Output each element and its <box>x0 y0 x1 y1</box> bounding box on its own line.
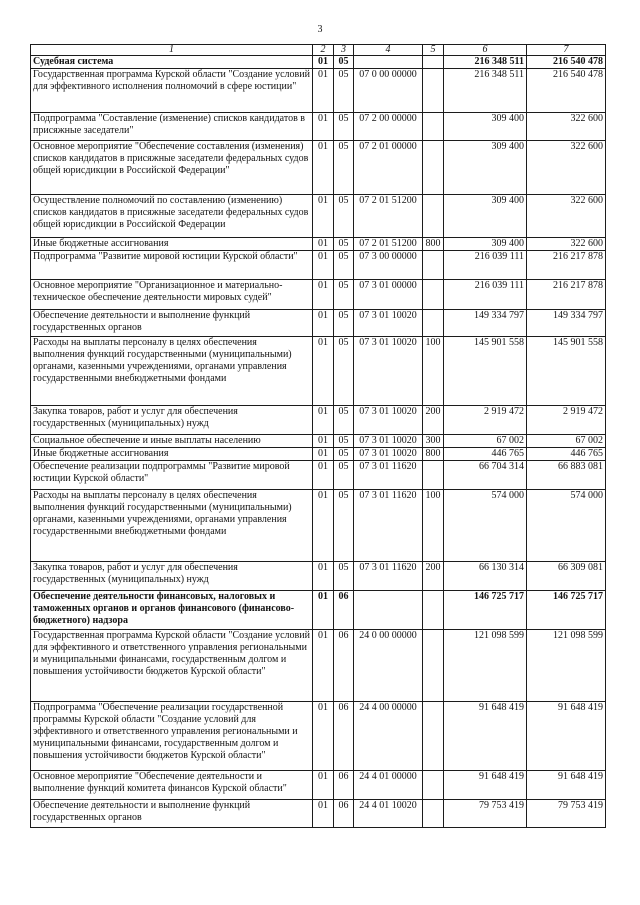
target-code: 07 2 01 51200 <box>354 195 423 238</box>
subsection-code: 05 <box>334 195 354 238</box>
expense-type-code <box>423 69 444 113</box>
amount-col7: 79 753 419 <box>527 800 606 828</box>
subsection-code: 05 <box>334 337 354 406</box>
amount-col7: 66 309 081 <box>527 562 606 591</box>
item-name: Основное мероприятие "Организационное и материально-техническое обеспечение деятельности мировых судей" <box>31 280 313 310</box>
section-code: 01 <box>313 461 334 490</box>
column-number-7: 7 <box>527 45 606 56</box>
amount-col6: 309 400 <box>444 141 527 195</box>
amount-col7: 91 648 419 <box>527 702 606 771</box>
section-code: 01 <box>313 435 334 448</box>
target-code: 24 4 01 10020 <box>354 800 423 828</box>
amount-col7: 67 002 <box>527 435 606 448</box>
target-code: 07 2 01 51200 <box>354 238 423 251</box>
subsection-code: 05 <box>334 251 354 280</box>
item-name: Подпрограмма "Обеспечение реализации государственной программы Курской области "Создание условий для эффективного и ответственного управления региональными и муниципальными финансами, государственным долгом и повышения устойчивости бюджетов Курской области" <box>31 702 313 771</box>
column-number-2: 2 <box>313 45 334 56</box>
amount-col7: 322 600 <box>527 195 606 238</box>
amount-col6: 67 002 <box>444 435 527 448</box>
amount-col7: 322 600 <box>527 238 606 251</box>
target-code: 07 2 01 00000 <box>354 141 423 195</box>
expense-type-code: 100 <box>423 490 444 562</box>
amount-col7: 216 217 878 <box>527 251 606 280</box>
amount-col6: 309 400 <box>444 195 527 238</box>
column-number-3: 3 <box>334 45 354 56</box>
subsection-code: 05 <box>334 280 354 310</box>
subsection-code: 05 <box>334 56 354 69</box>
subsection-code: 05 <box>334 435 354 448</box>
amount-col6: 149 334 797 <box>444 310 527 337</box>
column-number-5: 5 <box>423 45 444 56</box>
section-code: 01 <box>313 195 334 238</box>
subsection-code: 06 <box>334 771 354 800</box>
target-code: 07 3 01 10020 <box>354 435 423 448</box>
section-code: 01 <box>313 310 334 337</box>
expense-type-code <box>423 251 444 280</box>
target-code: 24 4 00 00000 <box>354 702 423 771</box>
amount-col7: 216 217 878 <box>527 280 606 310</box>
expense-type-code: 800 <box>423 238 444 251</box>
table-row <box>31 562 606 591</box>
expense-type-code <box>423 591 444 630</box>
column-number-6: 6 <box>444 45 527 56</box>
subsection-code: 05 <box>334 141 354 195</box>
amount-col7: 216 540 478 <box>527 69 606 113</box>
item-name: Обеспечение деятельности финансовых, налоговых и таможенных органов и органов финансового (финансово-бюджетного) надзора <box>31 591 313 630</box>
target-code: 07 3 01 11620 <box>354 490 423 562</box>
amount-col7: 322 600 <box>527 141 606 195</box>
amount-col6: 216 039 111 <box>444 251 527 280</box>
expense-type-code <box>423 310 444 337</box>
amount-col6: 216 348 511 <box>444 56 527 69</box>
target-code <box>354 591 423 630</box>
table-header <box>31 45 606 56</box>
amount-col6: 79 753 419 <box>444 800 527 828</box>
section-code: 01 <box>313 406 334 435</box>
section-code: 01 <box>313 800 334 828</box>
target-code: 07 3 01 00000 <box>354 280 423 310</box>
target-code: 07 3 01 10020 <box>354 448 423 461</box>
subsection-code: 05 <box>334 448 354 461</box>
expense-type-code <box>423 630 444 702</box>
amount-col7: 145 901 558 <box>527 337 606 406</box>
item-name: Социальное обеспечение и иные выплаты населению <box>31 435 313 448</box>
table-row <box>31 69 606 113</box>
page-number: 3 <box>317 24 323 35</box>
amount-col7: 574 000 <box>527 490 606 562</box>
amount-col6: 121 098 599 <box>444 630 527 702</box>
subsection-code: 05 <box>334 238 354 251</box>
target-code: 07 3 00 00000 <box>354 251 423 280</box>
amount-col7: 91 648 419 <box>527 771 606 800</box>
item-name: Обеспечение деятельности и выполнение функций государственных органов <box>31 800 313 828</box>
subsection-code: 06 <box>334 702 354 771</box>
target-code: 07 3 01 10020 <box>354 406 423 435</box>
amount-col6: 145 901 558 <box>444 337 527 406</box>
amount-col6: 2 919 472 <box>444 406 527 435</box>
subsection-code: 05 <box>334 310 354 337</box>
section-code: 01 <box>313 490 334 562</box>
amount-col7: 446 765 <box>527 448 606 461</box>
amount-col6: 66 130 314 <box>444 562 527 591</box>
subsection-code: 06 <box>334 800 354 828</box>
section-code: 01 <box>313 448 334 461</box>
subsection-code: 06 <box>334 630 354 702</box>
target-code <box>354 56 423 69</box>
section-code: 01 <box>313 69 334 113</box>
target-code: 07 3 01 10020 <box>354 337 423 406</box>
expense-type-code: 800 <box>423 448 444 461</box>
table-row <box>31 702 606 771</box>
expense-type-code <box>423 113 444 141</box>
subsection-code: 05 <box>334 113 354 141</box>
expense-type-code: 200 <box>423 562 444 591</box>
amount-col6: 309 400 <box>444 113 527 141</box>
expense-type-code <box>423 56 444 69</box>
amount-col7: 322 600 <box>527 113 606 141</box>
table-row <box>31 630 606 702</box>
amount-col6: 309 400 <box>444 238 527 251</box>
target-code: 07 2 00 00000 <box>354 113 423 141</box>
expense-type-code: 200 <box>423 406 444 435</box>
amount-col7: 66 883 081 <box>527 461 606 490</box>
table-row <box>31 195 606 238</box>
table-row <box>31 141 606 195</box>
item-name: Подпрограмма "Составление (изменение) списков кандидатов в присяжные заседатели" <box>31 113 313 141</box>
table-row <box>31 113 606 141</box>
target-code: 24 0 00 00000 <box>354 630 423 702</box>
item-name: Основное мероприятие "Обеспечение составления (изменения) списков кандидатов в присяжные заседатели федеральных судов общей юрисдикции в Российской Федерации" <box>31 141 313 195</box>
item-name: Осуществление полномочий по составлению (изменению) списков кандидатов в присяжные заседатели федеральных судов общей юрисдикции в Российской Федерации <box>31 195 313 238</box>
table-row <box>31 461 606 490</box>
section-code: 01 <box>313 562 334 591</box>
table-row <box>31 591 606 630</box>
header-row <box>31 45 606 56</box>
item-name: Подпрограмма "Развитие мировой юстиции Курской области" <box>31 251 313 280</box>
section-code: 01 <box>313 702 334 771</box>
table-body <box>31 56 606 828</box>
column-number-4: 4 <box>354 45 423 56</box>
target-code: 07 0 00 00000 <box>354 69 423 113</box>
section-code: 01 <box>313 771 334 800</box>
subsection-code: 05 <box>334 461 354 490</box>
target-code: 07 3 01 11620 <box>354 461 423 490</box>
subsection-code: 05 <box>334 562 354 591</box>
target-code: 07 3 01 10020 <box>354 310 423 337</box>
expense-type-code <box>423 461 444 490</box>
amount-col6: 146 725 717 <box>444 591 527 630</box>
item-name: Обеспечение деятельности и выполнение функций государственных органов <box>31 310 313 337</box>
amount-col7: 2 919 472 <box>527 406 606 435</box>
table-row <box>31 771 606 800</box>
amount-col6: 91 648 419 <box>444 702 527 771</box>
table-row <box>31 448 606 461</box>
item-name: Расходы на выплаты персоналу в целях обеспечения выполнения функций государственными (муниципальными) органами, казенными учреждениями, органами управления государственными внебюджетными фондами <box>31 337 313 406</box>
table-row <box>31 435 606 448</box>
subsection-code: 05 <box>334 406 354 435</box>
item-name: Основное мероприятие "Обеспечение деятельности и выполнение функций комитета финансов Курской области" <box>31 771 313 800</box>
column-number-1: 1 <box>31 45 313 56</box>
expense-type-code <box>423 702 444 771</box>
table-row <box>31 337 606 406</box>
item-name: Иные бюджетные ассигнования <box>31 448 313 461</box>
table-row <box>31 238 606 251</box>
expense-type-code <box>423 141 444 195</box>
expense-type-code: 300 <box>423 435 444 448</box>
item-name: Закупка товаров, работ и услуг для обеспечения государственных (муниципальных) нужд <box>31 562 313 591</box>
table-row <box>31 280 606 310</box>
expense-type-code <box>423 800 444 828</box>
item-name: Расходы на выплаты персоналу в целях обеспечения выполнения функций государственными (муниципальными) органами, казенными учреждениями, органами управления государственными внебюджетными фондами <box>31 490 313 562</box>
table-row <box>31 251 606 280</box>
amount-col6: 574 000 <box>444 490 527 562</box>
amount-col6: 216 039 111 <box>444 280 527 310</box>
item-name: Закупка товаров, работ и услуг для обеспечения государственных (муниципальных) нужд <box>31 406 313 435</box>
expense-type-code <box>423 771 444 800</box>
section-code: 01 <box>313 630 334 702</box>
table-row <box>31 406 606 435</box>
amount-col7: 216 540 478 <box>527 56 606 69</box>
section-code: 01 <box>313 56 334 69</box>
target-code: 07 3 01 11620 <box>354 562 423 591</box>
subsection-code: 05 <box>334 490 354 562</box>
expense-type-code: 100 <box>423 337 444 406</box>
amount-col6: 216 348 511 <box>444 69 527 113</box>
item-name: Судебная система <box>31 56 313 69</box>
table-row <box>31 56 606 69</box>
section-code: 01 <box>313 280 334 310</box>
item-name: Государственная программа Курской области "Создание условий для эффективного и ответственного управления региональными и муниципальными финансами, государственным долгом и повышения устойчивости бюджетов Курской области" <box>31 630 313 702</box>
item-name: Иные бюджетные ассигнования <box>31 238 313 251</box>
section-code: 01 <box>313 141 334 195</box>
amount-col6: 446 765 <box>444 448 527 461</box>
item-name: Государственная программа Курской области "Создание условий для эффективного исполнения полномочий в сфере юстиции" <box>31 69 313 113</box>
section-code: 01 <box>313 238 334 251</box>
table-row <box>31 800 606 828</box>
amount-col7: 149 334 797 <box>527 310 606 337</box>
section-code: 01 <box>313 337 334 406</box>
subsection-code: 06 <box>334 591 354 630</box>
amount-col6: 91 648 419 <box>444 771 527 800</box>
subsection-code: 05 <box>334 69 354 113</box>
item-name: Обеспечение реализации подпрограммы "Развитие мировой юстиции Курской области" <box>31 461 313 490</box>
section-code: 01 <box>313 113 334 141</box>
budget-table <box>30 44 606 828</box>
target-code: 24 4 01 00000 <box>354 771 423 800</box>
amount-col7: 146 725 717 <box>527 591 606 630</box>
expense-type-code <box>423 195 444 238</box>
table-row <box>31 310 606 337</box>
section-code: 01 <box>313 251 334 280</box>
expense-type-code <box>423 280 444 310</box>
table-row <box>31 490 606 562</box>
section-code: 01 <box>313 591 334 630</box>
amount-col6: 66 704 314 <box>444 461 527 490</box>
amount-col7: 121 098 599 <box>527 630 606 702</box>
